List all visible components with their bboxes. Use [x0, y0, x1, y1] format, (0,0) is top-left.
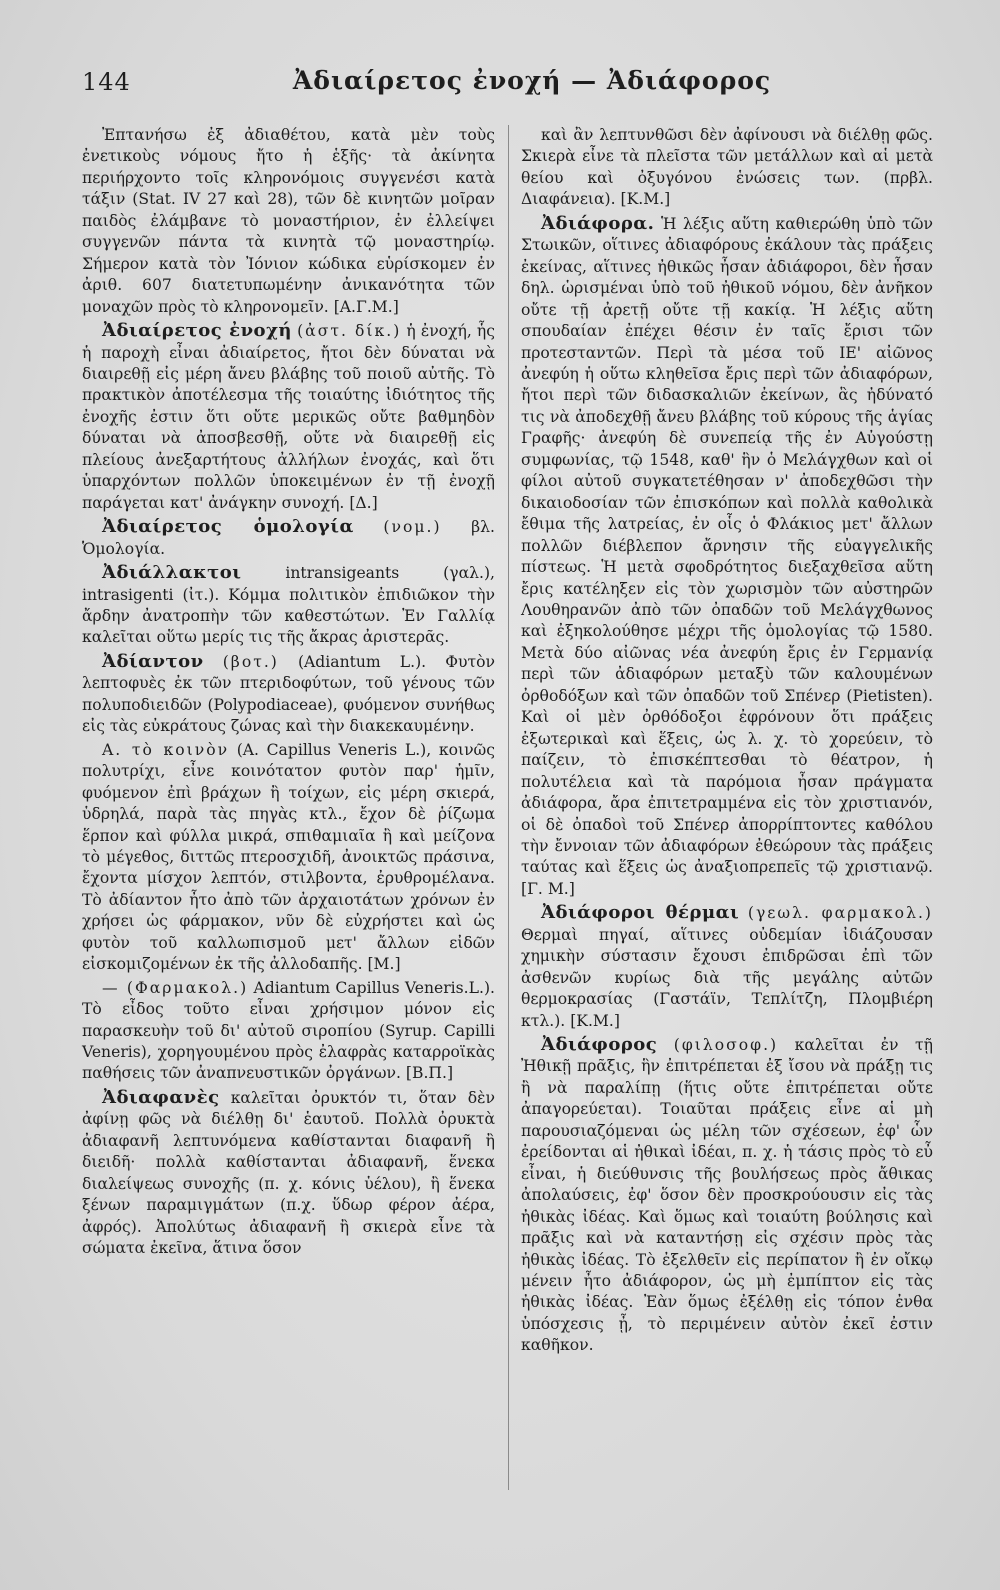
dictionary-entry	[82, 978, 495, 1085]
entry-label: (βοτ.)	[222, 652, 279, 671]
right-column	[521, 125, 933, 1359]
entry-text: ἡ ἐνοχή, ἧς ἡ παροχὴ εἶναι ἀδιαίρετος, ἤτοι δὲν δύναται νὰ διαιρεθῇ εἰς μέρη ἄνευ βλάβης τοῦ ποιοῦ αὐτῆς. Τὸ πρακτικὸν ἀποτέλεσμα τῆς τοιαύτης ἰδιότητος τῆς ἐνοχῆς ἐστιν ὅτι οὔτε μερικῶς οὔτε βαθμηδὸν δύναται νὰ ἀποσβεσθῇ, οὔτε νὰ διαιρεθῇ εἰς πλείους ἀνεξαρτήτους ἀλλήλων ἐνοχάς, καὶ ὅτι ὑπαρχόντων πολλῶν ὑποκειμένων ἐν τῇ ἐνοχῇ παράγεται κατ' ἀνάγκην συνοχή. [Δ.]	[82, 322, 495, 512]
entry-text: βλ. Ὁμολογία.	[82, 518, 495, 558]
entry-text: καὶ ἂν λεπτυνθῶσι δὲν ἀφίνουσι νὰ διέλθῃ φῶς. Σκιερὰ εἶνε τὰ πλεῖστα τῶν μετάλλων καὶ αἱ μετὰ θείου καὶ ὀξυγόνου ἑνώσεις των. (πρβλ. Διαφάνεια). [Κ.Μ.]	[521, 126, 933, 209]
dictionary-entry	[82, 1087, 495, 1260]
page-header	[82, 64, 912, 104]
entry-headword: Ἀδιάφορα.	[541, 212, 655, 234]
entry-label: (ἀστ. δίκ.)	[297, 322, 402, 341]
dictionary-entry	[82, 516, 495, 560]
page-number: 144	[82, 68, 131, 96]
entry-headword: Ἀδιαίρετος ἐνοχή	[102, 320, 292, 342]
entry-label: — (Φαρμακολ.)	[102, 978, 249, 997]
entry-text: καλεῖται ἐν τῇ Ἠθικῇ πρᾶξις, ἣν ἐπιτρέπεται ἐξ ἴσου νὰ πράξῃ τις ἢ νὰ παραλίπῃ (ἥτις οὔτε ἐπιτρέπεται οὔτε ἀπαγορεύεται). Τοιαῦται πράξεις εἶνε αἱ μὴ παρουσιαζόμεναι ὡς μέλη τῶν σχέσεων, ἐφ' ὧν ἐρείδονται αἱ ἠθικαὶ ἰδέαι, π. χ. ἡ τάσις πρὸς τὸ εὖ εἶναι, ἡ διεύθυνσις τῆς βουλήσεως πρὸς ἄθικας ἀπολαύσεις, ἐφ' ὅσον δὲν προσκρούουσιν εἰς τὰς ἠθικὰς ἰδέας. Καὶ ὅμως καὶ τοιαύτη βούλησις καὶ πρᾶξις καὶ νὰ καταντήσῃ εἰς σχέσιν πρὸς τὰς ἠθικὰς ἰδέας. Τὸ ἐξελθεῖν εἰς περίπατον ἢ ἐν οἴκῳ μένειν ἦτο ἀδιάφορον, ὡς μὴ ἐμπίπτον εἰς τὰς ἠθικὰς ἰδέας. Ἐὰν ὅμως ἐξέλθῃ εἰς τόπον ἐνθα ὑπόσχεσις ᾖ, τὸ περιμένειν αὐτὸν ἐκεῖ ἐστιν καθῆκον.	[521, 1036, 933, 1355]
entry-headword: Ἀδιάλλακτοι	[102, 562, 242, 584]
entry-text: Ἡ λέξις αὕτη καθιερώθη ὑπὸ τῶν Στωικῶν, οἵτινες ἀδιαφόρους ἐκάλουν τὰς πράξεις ἐκείνας, αἵτινες ἠθικῶς ἦσαν ἀδιάφοροι, δὲν ἦσαν δηλ. ὡρισμέναι ὑπὸ τοῦ ἠθικοῦ νόμου, δὲν ἀνῆκον οὔτε τῇ ἀρετῇ οὔτε τῇ κακίᾳ. Ἡ λέξις αὕτη σπουδαίαν ἐπέχει θέσιν ἐν ταῖς ἔρισι τῶν προτεσταντῶν. Περὶ τὰ μέσα τοῦ ΙΕ' αἰῶνος ἀνεφύη ἡ οὕτω κληθεῖσα ἔρις περὶ τῶν ἀδιαφόρων, ἤτοι περὶ τῶν διδασκαλιῶν ἐκείνων, ἃς ἠδύνατό τις νὰ ἀποδεχθῇ ἄνευ βλάβης τοῦ κύρους τῆς ἁγίας Γραφῆς· ἀνεφύη δὲ συνεπείᾳ τῆς ἐν Αὐγούστῃ συμφωνίας, τῷ 1548, καθ' ἣν ὁ Μελάγχθων καὶ οἱ φίλοι αὐτοῦ συγκατετέθησαν ν' ἀποδεχθῶσι τὴν δικαιοδοσίαν τῶν ἐπισκόπων καὶ πολλὰ καθολικὰ ἔθιμα τῆς λατρείας, ἐν οἷς ὁ Φλάκιος μετ' ἄλλων πολλῶν διέβλεπον ἄρνησιν τῆς εὐαγγελικῆς πίστεως. Ἡ μετὰ σφοδρότητος διεξαχθεῖσα αὕτη ἔρις κατέληξεν εἰς τὸν χωρισμὸν τῶν αὐστηρῶν Λουθηρανῶν ἀπὸ τῶν ὀπαδῶν τοῦ Μελάγχθωνος καὶ ἐξηκολούθησε μέχρι τῆς ὁμολογίας τῷ 1580. Μετὰ δύο αἰῶνας νέα ἀνεφύη ἔρις ἐν Γερμανίᾳ περὶ τῶν ἀδιαφόρων μεταξὺ τῶν καλουμένων ὀρθοδόξων καὶ τῶν ὀπαδῶν τοῦ Σπένερ (Pietisten). Καὶ οἱ μὲν ὀρθόδοξοι ἐφρόνουν ὅτι πράξεις ἐξωτερικαὶ καὶ ἕξεις, ὡς λ. χ. τὸ χορεύειν, τὸ παίζειν, τὸ ἐπισκέπτεσθαι τὸ θέατρον, ἡ πολυτέλεια καὶ τὰ παρόμοια ἦσαν πράγματα ἀδιάφορα, ἄρα ἐπιτετραμμένα εἰς τὸν χριστιανόν, οἱ δὲ ὀπαδοὶ τοῦ Σπένερ ἀπορρίπτοντες καθόλου τὴν ἔννοιαν τῶν ἀδιαφόρων ἐθεώρουν τὰς πράξεις ταύτας καὶ ἕξεις ὡς ἀναξιοπρεπεῖς τῷ χριστιανῷ. [Γ. Μ.]	[521, 214, 933, 898]
entry-headword: Ἀδίαντον	[102, 650, 204, 672]
entry-label: (γεωλ. φαρμακολ.)	[747, 904, 933, 923]
entry-headword: Ἀδιάφοροι θέρμαι	[541, 902, 740, 924]
dictionary-entry	[82, 740, 495, 976]
entry-text: Θερμαὶ πηγαί, αἵτινες οὐδεμίαν ἰδιάζουσαν χημικὴν σύστασιν ἔχουσι ἐπιδρῶσαι ἐπὶ τῶν ἀσθενῶν κυρίως διὰ τῆς μεγάλης αὐτῶν θερμοκρασίας (Γαστάϊν, Τεπλίτζη, Πλομβιέρη κτλ.). [Κ.Μ.]	[521, 925, 933, 1030]
column-divider	[508, 125, 509, 1490]
entry-headword: Ἀδιαφανὲς	[102, 1086, 220, 1108]
entry-text: intransigeants (γαλ.), intrasigenti (ἰτ.). Κόμμα πολιτικὸν ἐπιδιῶκον τὴν ἄρδην ἀνατροπὴν τῶν καθεστώτων. Ἐν Γαλλίᾳ καλεῖται οὕτω μερίς τις τῆς ἄκρας ἀριστερᾶς.	[82, 564, 495, 647]
dictionary-entry	[521, 213, 933, 901]
dictionary-entry	[82, 651, 495, 738]
dictionary-entry	[521, 125, 933, 211]
entry-text: (Adiantum L.). Φυτὸν λεπτοφυὲς ἐκ τῶν πτεριδοφύτων, τοῦ γένους τῶν πολυποδιειδῶν (Polypodiaceae), φυόμενον συνήθως εἰς τὰς εὐκράτους ζώνας καὶ τὴν διακεκαυμένην.	[82, 652, 495, 736]
entry-text: καλεῖται ὀρυκτόν τι, ὅταν δὲν ἀφίνῃ φῶς νὰ διέλθῃ δι' ἑαυτοῦ. Πολλὰ ὀρυκτὰ ἀδιαφανῆ λεπτυνόμενα καθίστανται διαφανῆ ἢ διειδῆ· πολλὰ καθίστανται ἀδιαφανῆ, ἕνεκα διαλείψεως συνοχῆς (π. χ. κόνις ὑέλου), ἢ ἕνεκα ξένων παραμιγμάτων (π.χ. ὕδωρ φέρον ἀέρα, ἀφρός). Ἀπολύτως ἀδιαφανῆ ἢ σκιερὰ εἶνε τὰ σώματα ἐκεῖνα, ἅτινα ὅσον	[82, 1088, 495, 1258]
entry-headword: Ἀδιαίρετος ὁμολογία	[102, 516, 354, 538]
dictionary-entry	[82, 320, 495, 514]
dictionary-entry	[521, 902, 933, 1032]
entry-text: Ἐπτανήσω ἐξ ἀδιαθέτου, κατὰ μὲν τοὺς ἐνετικοὺς νόμους ἤτο ἡ ἑξῆς· τὰ ἀκίνητα περιήρχοντο τοῖς κληρονόμοις συγγενέσι κατὰ τάξιν (Stat. IV 27 καὶ 28), τῶν δὲ κινητῶν μοῖραν παιδὸς ἐλάμβανε τὸ μοναστήριον, ἐν ἐλλείψει συγγενῶν πάντα τὰ κινητὰ τῷ μοναστηρίῳ. Σήμερον κατὰ τὸν Ἰόνιον κώδικα εὑρίσκομεν ἐν ἀριθ. 607 διατετυπωμένην ἀνικανότητα τῶν μοναχῶν πρὸς τὸ κληρονομεῖν. [Α.Γ.Μ.]	[82, 126, 495, 316]
entry-label: (νομ.)	[383, 518, 442, 537]
dictionary-entry	[82, 125, 495, 318]
dictionary-entry	[82, 562, 495, 649]
entry-label: (φιλοσοφ.)	[673, 1036, 779, 1055]
entry-label: Α. τὸ κοινὸν	[102, 740, 230, 759]
entry-text: (A. Capillus Veneris L.), κοινῶς πολυτρίχι, εἶνε κοινότατον φυτὸν παρ' ἡμῖν, φυόμενον ἐπὶ βράχων ἢ τοίχων, εἰς μέρη σκιερά, ὑδρηλά, παρὰ τὰς πηγὰς κτλ., ἔχον δὲ ῥίζωμα ἕρπον καὶ φύλλα μικρά, σπιθαμιαῖα ἢ καὶ μείζονα τὸ μέγεθος, διττῶς πτεροσχιδῆ, ἀνοικτῶς πράσινα, ἔχοντα μίσχον λεπτόν, στιλβοντα, ἐρυθρομέλανα. Τὸ ἀδίαντον ἦτο ἀπὸ τῶν ἀρχαιοτάτων χρόνων ἐν χρήσει ὡς φάρμακον, νῦν δὲ εὐχρήστει καὶ ὡς φυτὸν τοῦ καλλωπισμοῦ μετ' ἄλλων εἰδῶν εἰσκομιζομένων ἐκ τῆς ἀλλοδαπῆς. [Μ.]	[82, 740, 495, 974]
dictionary-entry	[521, 1034, 933, 1357]
left-column	[82, 125, 495, 1262]
entry-text: Adiantum Capillus Veneris.L.). Τὸ εἶδος τοῦτο εἶναι χρήσιμον μόνον εἰς παρασκευὴν τοῦ δι' αὐτοῦ σιροπίου (Syrup. Capilli Veneris), χορηγουμένου πρὸς ἐλαφρὰς καταρροϊκὰς παθήσεις τῶν ἀναπνευστικῶν ὀργάνων. [Β.Π.]	[82, 978, 495, 1083]
entry-headword: Ἀδιάφορος	[541, 1034, 658, 1056]
running-title: Ἀδιαίρετος ἐνοχή — Ἀδιάφορος	[292, 66, 772, 95]
